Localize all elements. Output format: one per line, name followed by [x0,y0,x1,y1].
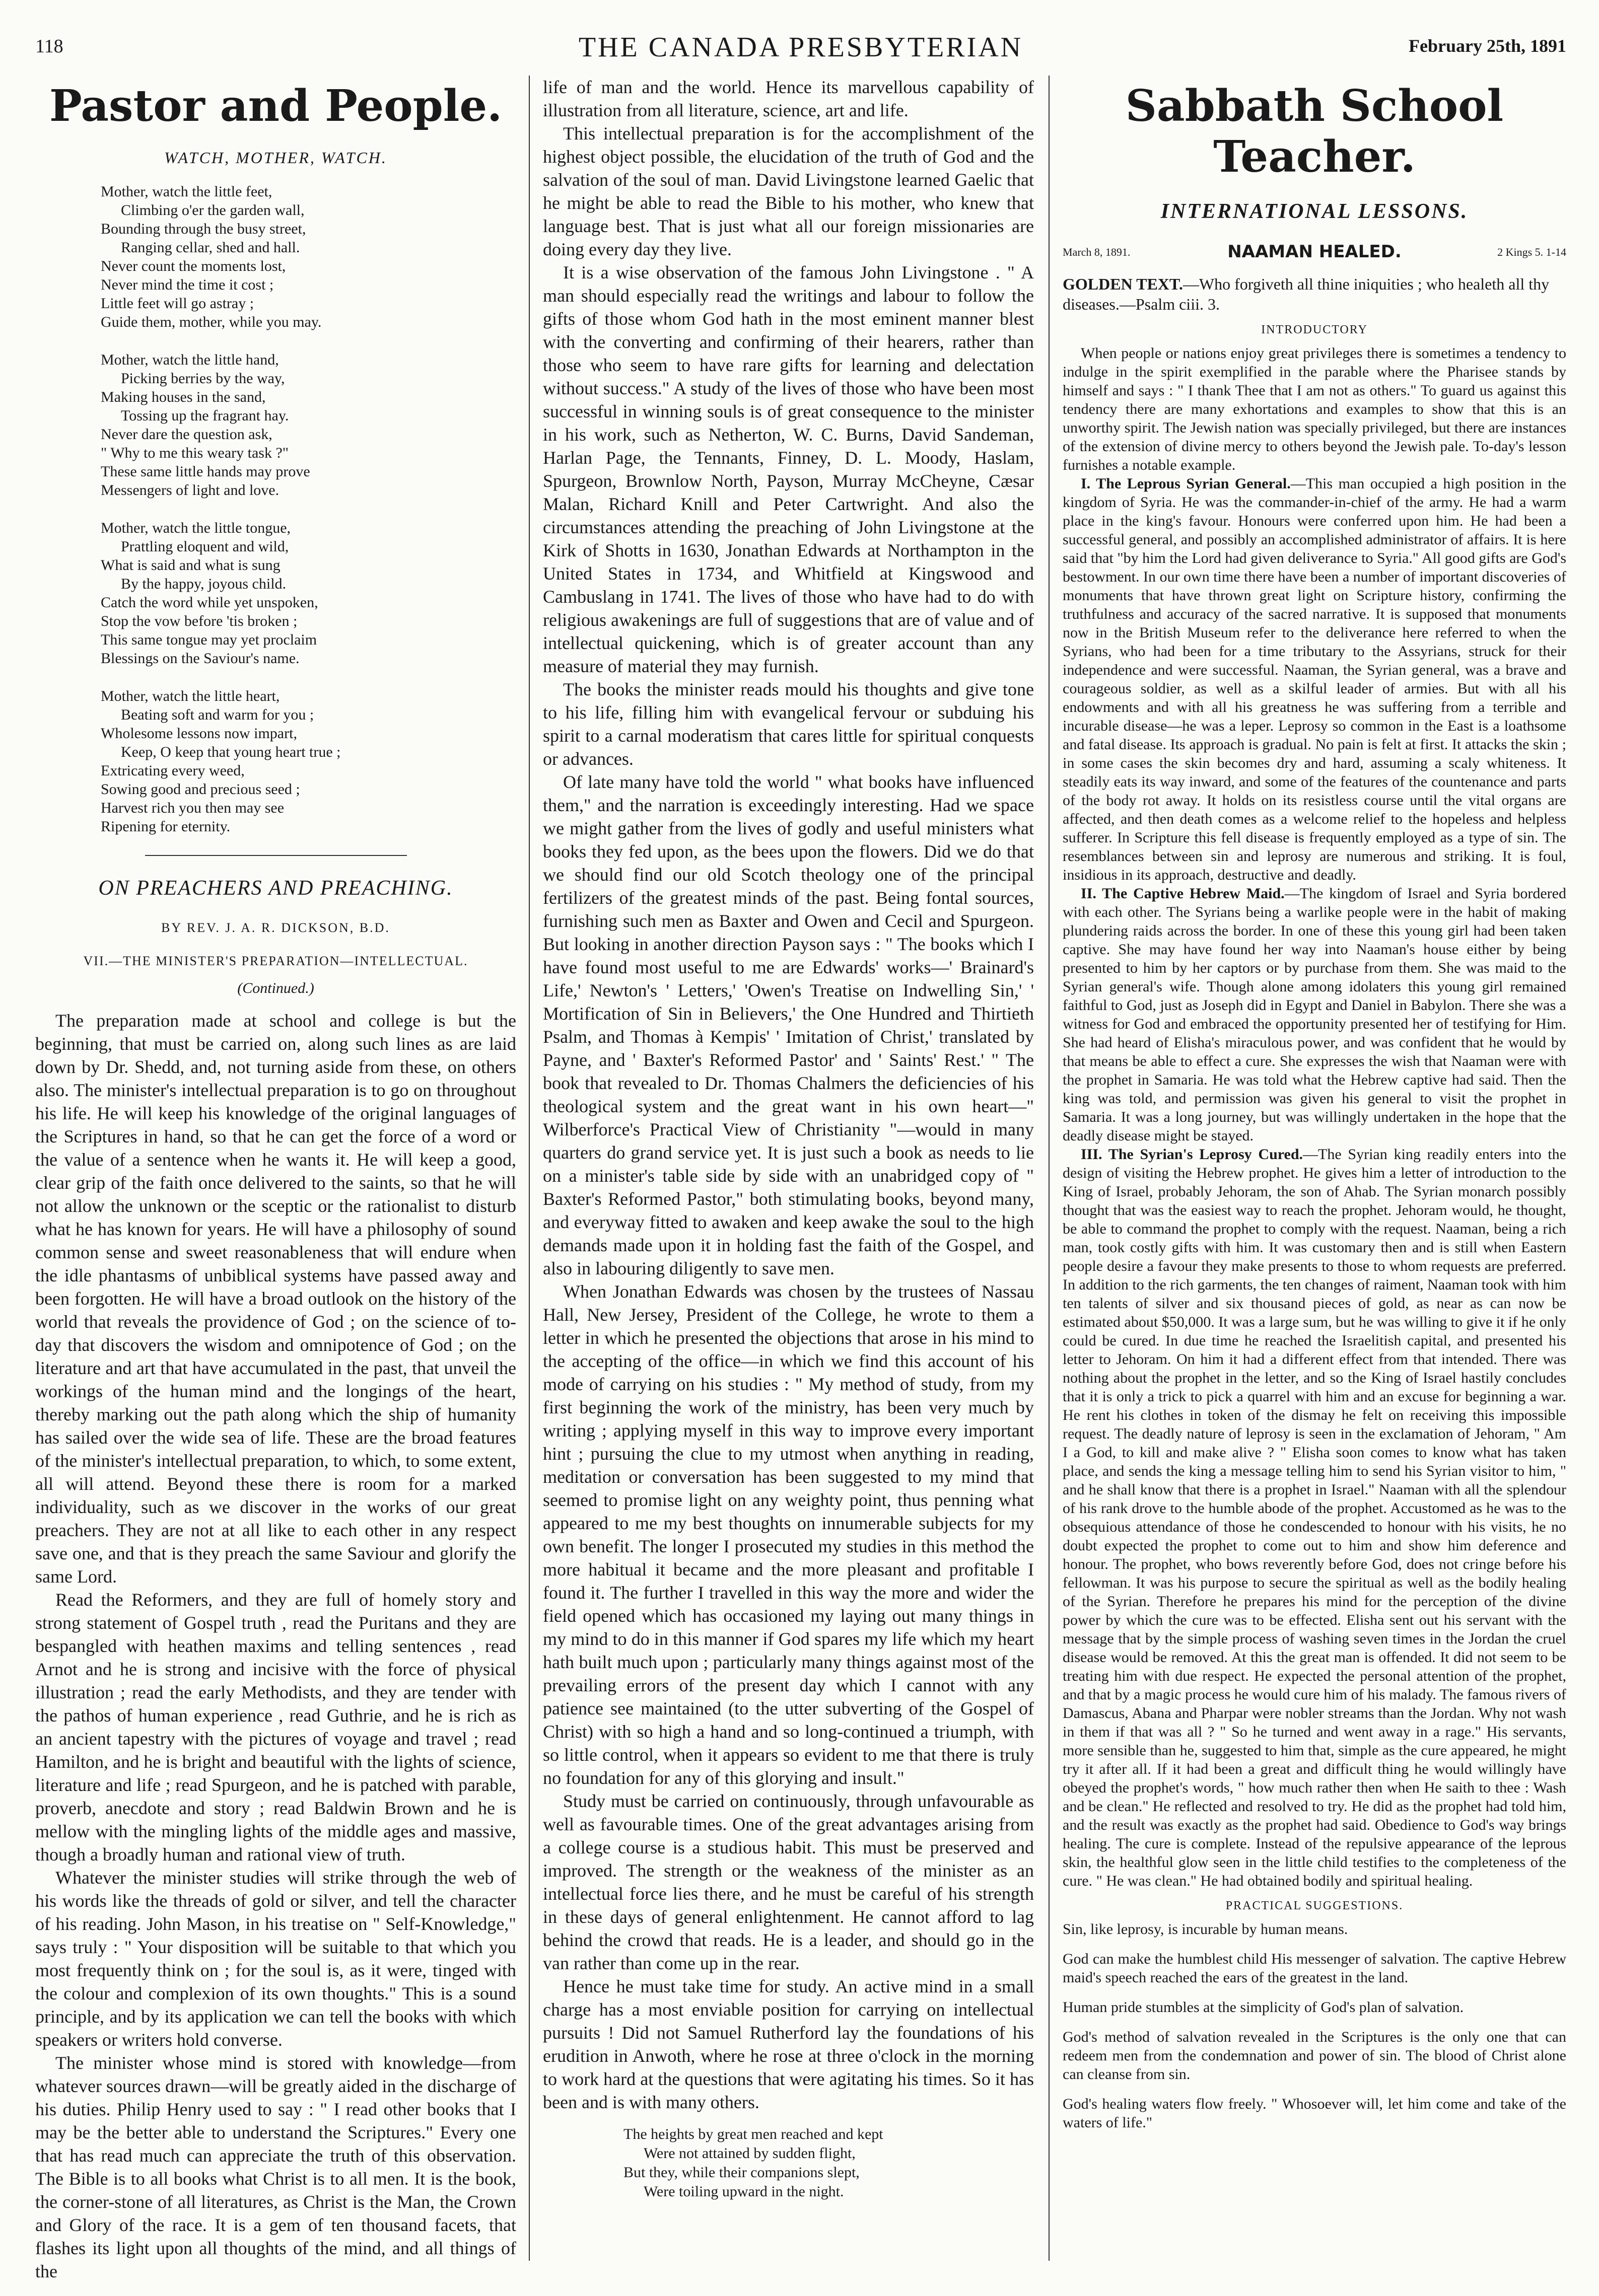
suggestions-heading: PRACTICAL SUGGESTIONS. [1225,1899,1404,1912]
poem-line: Picking berries by the way, [121,370,285,387]
poem-line: Blessings on the Saviour's name. [101,650,300,667]
verse-line: The heights by great men reached and kept [623,2126,883,2142]
article-title: ON PREACHERS AND PREACHING. [98,877,453,900]
poem-line: By the happy, joyous child. [121,576,287,592]
poem-line: Ranging cellar, shed and hall. [121,239,300,256]
column-rule [1049,76,1050,2261]
chapter-heading: VII.—THE MINISTER'S PREPARATION—INTELLECTUAL. [83,954,468,968]
poem-line: Messengers of light and love. [101,482,280,498]
poem-line: Stop the vow before 'tis broken ; [101,613,298,629]
poem-line: Mother, watch the little feet, [101,183,272,200]
lesson-section [1063,884,1566,1145]
poem-stanza [101,519,516,668]
poem-line: Ripening for eternity. [101,818,231,835]
poem-line: Guide them, mother, while you may. [101,314,322,330]
paragraph: This intellectual preparation is for the accomplishment of the highest object possible, the elucidation of the truth of God and the salvation of the soul of man. David Livingstone learned Gaelic that he might be able to read the Bible to his mother, who knew that language best. That is just what all our foreign missionaries are doing every day they live. [543,123,1034,259]
lesson-section-text: —The kingdom of Israel and Syria bordered with each other. The Syrians being a warlike people were in the habit of making plundering raids across the border. In one of these this young girl had been taken captive. She may have found her way into Naaman's house either by being presented to him by her captors or by purchase from them. She was maid to the Syrian general's wife. Though alone among idolaters this young girl remained faithful to God, just as Joseph did in Egypt and Daniel in Babylon. There she was a witness for God and embraced the opportunity presented her of testifying for Him. She had heard of Elisha's miraculous power, and was confident that he would by that means be able to effect a cure. She expresses the wish that Naaman were with the prophet in Samaria. He was told what the Hebrew captive had said. Then the king was told, and permission was given his general to visit the prophet in Samaria. It was a long journey, but was willingly undertaken in the hope that the deadly disease might be stayed. [1063,885,1566,1144]
continued-label: (Continued.) [237,980,314,996]
poem-line: Prattling eloquent and wild, [121,538,289,555]
paragraph: Of late many have told the world " what books have influenced them," and the narration is exceedingly interesting. Had we space we might gather from the lives of godly and useful ministers what books they fed upon, as the bees upon the flowers. Did we do that we should find our old Scotch theology one of the principal fertilizers of the greatest minds of the past. Being fontal sources, furnishing such men as Baxter and Owen and Cecil and Spurgeon. But looking in another direction Payson says : " The books which I have found most useful to me are Edwards' works—' Brainard's Life,' Newton's ' Letters,' 'Owen's Treatise on Indwelling Sin,' ' Mortification of Sin in Believers,' the One Hundred and Thirtieth Psalm, and Thomas à Kempis' ' Imitation of Christ,' translated by Payne, and ' Baxter's Reformed Pastor' and ' Saints' Rest.' " The book that revealed to Dr. Thomas Chalmers the deficiencies of his theological system and the great want in his own heart—" Wilberforce's Practical View of Christianity "—would in many quarters do grand service yet. It is just such a book as needs to lie on a minister's table side by side with an unabridged copy of " Baxter's Reformed Pastor," both stimulating books, beyond many, and everyway fitted to awaken and keep awake the soul to the high demands made upon it in holding fast the faith of the Gospel, and also in labouring diligently to save men. [543,772,1034,1278]
introductory-heading: INTRODUCTORY [1261,323,1368,336]
lesson-section [1063,474,1566,884]
lesson-section [1063,1145,1566,1890]
poem-line: Keep, O keep that young heart true ; [121,744,341,760]
lesson-section-heading: II. The Captive Hebrew Maid. [1081,885,1285,902]
poem-line: Making houses in the sand, [101,389,266,405]
page-number: 118 [35,36,63,57]
poem-stanza [101,182,516,331]
suggestion: God's method of salvation revealed in the Scriptures is the only one that can redeem men from the condemnation and power of sin. The blood of Christ alone can cleanse from sin. [1063,2029,1566,2083]
paragraph: The preparation made at school and college is but the beginning, that must be carried on, along such lines as are laid down by Dr. Shedd, and, not turning aside from these, on others also. The minister's intellectual preparation is to go on throughout his life. He will keep his knowledge of the original languages of the Scriptures in hand, so that he can get the force of a word or the value of a sentence when he wants it. He will keep a good, clear grip of the faith once delivered to the saints, so that he will not allow the unknown or the sceptic or the rationalist to disturb what he has known for years. He will have a philosophy of sound common sense and sweet reasonableness that will endure when the idle phantasms of unbiblical systems have passed away and been forgotten. He will have a broad outlook on the history of the world that reveals the providence of God ; on the science of to-day that discovers the wisdom and omnipotence of God ; on the literature and art that have accumulated in the past, that unveil the workings of the human mind and the longings of the heart, thereby marking out the path along which the ship of humanity has sailed over the wide sea of life. These are the broad features of the minister's intellectual preparation, to which, to some extent, all will attend. Beyond these there is room for a marked individuality, such as we discover in the works of our great preachers. They are not at all like to each other in any respect save one, and that is they preach the same Saviour and glorify the same Lord. [35,1011,516,1587]
poem-line: Climbing o'er the garden wall, [121,202,305,219]
poem-line: Beating soft and warm for you ; [121,706,314,723]
poem-line: Little feet will go astray ; [101,295,254,312]
divider [145,855,407,856]
golden-text-label: GOLDEN TEXT. [1063,275,1183,293]
paragraph: life of man and the world. Hence its marvellous capability of illustration from all literature, science, art and life. [543,77,1034,120]
publication-title: THE CANADA PRESBYTERIAN [578,32,1023,63]
lesson-section-heading: I. The Leprous Syrian General. [1081,475,1291,492]
introductory-paragraph: When people or nations enjoy great privileges there is sometimes a tendency to indulge in the spirit exemplified in the parable where the Pharisee stands by himself and says : " I thank Thee that I am not as others." To guard us against this tendency there are many exhortations and examples to show that this is an unworthy spirit. The Jewish nation was specially privileged, but there are instances of the extension of divine mercy to others beyond the Jewish pale. To-day's lesson furnishes a notable example. [1063,345,1566,473]
paragraph: Read the Reformers, and they are full of homely story and strong statement of Gospel truth , read the Puritans and they are bespangled with heathen maxims and telling sentences , read Arnot and he is strong and incisive with the force of physical illustration ; read the early Methodists, and they are tender with the pathos of human experience , read Guthrie, and he is rich as an ancient tapestry with the pictures of voyage and travel ; read Hamilton, and he is bright and beautiful with the lights of science, literature and life ; read Spurgeon, and he is patched with parable, proverb, anecdote and story ; read Baldwin Brown and he is mellow with the mingling lights of the middle ages and massive, though a broadly human and rational view of truth. [35,1590,516,1864]
article-body-continued [543,76,1034,2114]
right-column [1063,76,1566,2261]
poem-line: " Why to me this weary task ?" [101,445,289,461]
poem-line: Wholesome lessons now impart, [101,725,297,742]
poem-title: WATCH, MOTHER, WATCH. [164,149,387,167]
poem-line: Harvest rich you then may see [101,800,285,816]
poem-line: Bounding through the busy street, [101,221,306,237]
paragraph: When Jonathan Edwards was chosen by the trustees of Nassau Hall, New Jersey, President of the College, he wrote to them a letter in which he presented the objections that arose in his mind to the accepting of the office—in which we find this account of his mode of carrying on his studies : " My method of study, from my first beginning the work of the ministry, has been very much by writing ; applying myself in this way to improve every important hint ; pursuing the clue to my utmost when anything in reading, meditation or conversation has been suggested to my mind that seemed to promise light on any weighty point, thus penning what appeared to me my best thoughts on innumerable subjects for my own benefit. The longer I prosecuted my studies in this method the more habitual it became and the more pleasant and profitable I found it. The further I travelled in this way the more and wider the field opened which has occasioned my laying out many things in my mind to do in this manner if God spares my life which my heart hath built much upon ; particularly many things against most of the prevailing errors of the present day which I cannot with any patience see maintained (to the utter subverting of the Gospel of Christ) with so high a hand and so long-continued a triumph, with so little control, when it appears so evident to me that there is truly no foundation for any of this glorying and insult." [543,1281,1034,1788]
middle-column [543,76,1034,2261]
lesson-header [1063,242,1566,267]
page-header [35,32,1566,70]
poem-line: Sowing good and precious seed ; [101,781,300,798]
lesson-section-text: —This man occupied a high position in the kingdom of Syria. He was the commander-in-chief of the army. He had a warm place in the king's favour. Honours were conferred upon him. He had been a successful general, and possibly an accomplished administrator of affairs. It is here said that "by him the Lord had given deliverance to Syria." All good gifts are God's bestowment. In our own time there have been a number of important discoveries of monuments that have thrown great light on Scripture history, confirming the truthfulness and accuracy of the sacred narrative. It is supposed that monuments now in the British Museum refer to the deliverance here referred to when the Syrians, who had been for a time tributary to the Assyrians, struck for their independence and were successful. Naaman, the Syrian general, was a brave and courageous soldier, as well as a skilful leader of armies. But with all his endowments and with all his greatness he was suffering from a terrible and incurable disease—he was a leper. Leprosy so common in the East is a loathsome and fatal disease. Its approach is gradual. No pain is felt at first. It attacks the skin ; in some cases the skin becomes dry and hard, assuming a scaly whiteness. It steadily eats its way inward, and some of the features of the countenance and parts of the body rot away. It holds on its resistless course until the vital organs are affected, and then death comes as a welcome relief to the hopeless and helpless sufferer. In Scripture this fell disease is frequently employed as a type of sin. The resemblances between sin and leprosy are numerous and striking. It is foul, insidious in its approach, destructive and deadly. [1063,475,1566,883]
paragraph: The minister whose mind is stored with knowledge—from whatever sources drawn—will be greatly aided in the discharge of his duties. Philip Henry used to say : " I read other books that I may be the better able to understand the Scriptures." Every one that has read much can appreciate the truth of this observation. The Bible is to all books what Christ is to all men. It is the book, the corner-stone of all literatures, as Christ is the Man, the Crown and Glory of the race. It is a gem of ten thousand facets, that flashes its light upon all thoughts of the mind, and all things of the [35,2053,516,2281]
suggestion: God's healing waters flow freely. " Whosoever will, let him come and take of the waters of life." [1063,2096,1566,2131]
poem-line: Extricating every weed, [101,762,245,779]
byline: BY REV. J. A. R. DICKSON, B.D. [161,920,390,935]
paragraph: The books the minister reads mould his thoughts and give tone to his life, filling him with evangelical fervour or subduing his spirit to a carnal moderatism that cares little for spiritual conquests or advances. [543,679,1034,769]
lesson-reference: 2 Kings 5. 1-14 [1497,246,1566,258]
poem-line: Tossing up the fragrant hay. [121,407,289,424]
poem-line: Catch the word while yet unspoken, [101,594,318,611]
poem-line: Mother, watch the little heart, [101,688,280,704]
poem-line: Never count the moments lost, [101,258,286,274]
poem-line: Mother, watch the little tongue, [101,520,291,536]
article-body [35,1009,516,2283]
verse-line: Were not attained by sudden flight, [644,2145,856,2162]
poem-line: This same tongue may yet proclaim [101,631,317,648]
poem-line: Never mind the time it cost ; [101,276,274,293]
lesson-section-text: —The Syrian king readily enters into the design of visiting the Hebrew prophet. He gives him a letter of introduction to the King of Israel, probably Jehoram, the son of Ahab. The Syrian monarch possibly thought that was the easiest way to reach the prophet. Jehoram would, he thought, be able to command the prophet to comply with the request. Naaman, being a rich man, took costly gifts with him. It was customary then and is still when Eastern people desire a favour they make presents to those to whom requests are preferred. In addition to the rich garments, the ten changes of raiment, Naaman took with him ten talents of silver and six thousand pieces of gold, as near as can now be estimated about $50,000. It was a large sum, but he was willing to give it if he only could be cured. In due time he reached the Israelitish capital, and presented his letter to Jehoram. On him it had a different effect from that intended. There was nothing about the prophet in the letter, and so the King of Israel hastily concludes that it is only a trick to pick a quarrel with him and an excuse for beginning a war. He rent his clothes in token of the dismay he felt on receiving this impossible request. The deadly nature of leprosy is seen in the exclamation of Jehoram, " Am I a God, to kill and make alive ? " Elisha soon comes to know what has taken place, and sends the king a message telling him to send his Syrian visitor to him, " and he shall know that there is a prophet in Israel." Naaman with all the splendour of his rank drove to the humble abode of the prophet. Accustomed as he was to the obsequious attendance of those he condescended to honour with his visits, he no doubt expected the prophet to come out to him and show him deference and honour. The prophet, who bows reverently before God, does not cringe before his fellowman. It was his purpose to secure the spiritual as well as the bodily healing of the Syrian. Therefore he prepares his mind for the perception of the divine power by which the cure was to be effected. Elisha sent out his servant with the message that by the simple process of washing seven times in the Jordan the cruel disease would be removed. At this the great man is offended. It did not seem to be treating him with due respect. He expected the personal attention of the prophet, and that by a magic process he would cure him of his malady. The famous rivers of Damascus, Abana and Pharpar were nobler streams than the Jordan. Why not wash in them if that was all ? " So he turned and went away in a rage." His servants, more sensible than he, suggested to him that, simple as the cure appeared, he might try it after all. If it had been a great and difficult thing he would willingly have obeyed the prophet's words, " how much rather then when He saith to thee : Wash and be clean." He reflected and resolved to try. He did as the prophet had told him, and the result was exactly as the prophet had said. Obedience to God's way brings healing. The cure is complete. Instead of the repulsive appearance of the leprous skin, the healthful glow seen in the little child testifies to the completeness of the cure. " He was clean." He had obtained bodily and spiritual healing. [1063,1146,1566,1889]
poem-line: Mother, watch the little hand, [101,351,279,368]
poem-line: Never dare the question ask, [101,426,272,443]
section-subtitle: INTERNATIONAL LESSONS. [1160,200,1469,223]
poem-line: These same little hands may prove [101,463,310,480]
section-title-pastor-and-people: Pastor and People. [49,81,503,131]
suggestion: God can make the humblest child His messenger of salvation. The captive Hebrew maid's speech reached the ears of the greatest in the land. [1063,1951,1566,1986]
issue-date: February 25th, 1891 [1409,36,1566,56]
column-rule [529,76,530,2261]
paragraph: Hence he must take time for study. An active mind in a small charge has a most enviable position for carrying on intellectual pursuits ! Did not Samuel Rutherford lay the foundations of his erudition in Anwoth, where he rose at three o'clock in the morning to work hard at the questions that were agitating his times. So it has been and is with many others. [543,1976,1034,2112]
left-column [35,76,516,2281]
paragraph: Whatever the minister studies will strike through the web of his words like the threads of gold or silver, and tell the character of his reading. John Mason, in his treatise on " Self-Knowledge," says truly : " Your disposition will be suitable to that which you most frequently think on ; for the soul is, as it were, tinged with the colour and complexion of its own thoughts." This is a sound principle, and by its application we can tell the books with which speakers or writers hold converse. [35,1868,516,2050]
paragraph: Study must be carried on continuously, through unfavourable as well as favourable times. One of the great advantages arising from a college course is a studious habit. This must be preserved and improved. The strength or the weakness of the minister as an intellectual force lies there, and he must be careful of his strength in these days of general enlightenment. He cannot afford to lag behind the crowd that reads. He is a leader, and should go in the van rather than come up in the rear. [543,1791,1034,1973]
paragraph: It is a wise observation of the famous John Livingstone . " A man should especially read the writings and labour to follow the gifts of those whom God hath in the most eminent manner blest with the converting and confirming of their hearers, rather than those who seem to have rare gifts for learning and delectation without success." A study of the lives of those who have been most successful in winning souls is of great consequence to the minister in his work, such as Netherton, W. C. Burns, David Sandeman, Harlan Page, the Tennants, Finney, D. L. Moody, Haslam, Spurgeon, Brownlow North, Payson, Murray McCheyne, Cæsar Malan, Richard Knill and Peter Cartwright. And also the circumstances attending the preaching of John Livingstone at the Kirk of Shotts in 1630, Jonathan Edwards at Northampton in the United States in 1734, and Whitfield at Kingswood and Cambuslang in 1741. The lives of those who have had to do with religious awakenings are full of suggestions that are of value and of intellectual quickening, which is of greater account than any measure of material they may furnish. [543,262,1034,676]
lesson-date: March 8, 1891. [1063,246,1131,258]
poem-stanza [101,687,516,836]
poem-line: What is said and what is sung [101,557,281,573]
suggestion: Sin, like leprosy, is incurable by human means. [1063,1921,1348,1938]
suggestion: Human pride stumbles at the simplicity of God's plan of salvation. [1063,1999,1464,2016]
poem-stanza [101,350,516,499]
closing-verse [623,2125,1034,2201]
verse-line: Were toiling upward in the night. [644,2183,844,2200]
section-title-sabbath-school-teacher: Sabbath School Teacher. [1125,81,1504,182]
poem [101,182,516,836]
verse-line: But they, while their companions slept, [623,2164,860,2181]
lesson-title: NAAMAN HEALED. [1227,242,1402,262]
golden-text-body: —Who forgiveth all thine iniquities ; who healeth all thy diseases.—Psalm ciii. 3. [1063,275,1550,313]
lesson-section-heading: III. The Syrian's Leprosy Cured. [1081,1146,1303,1163]
golden-text [1063,274,1566,314]
suggestions-list [1063,1920,1566,2132]
lesson-body [1063,344,1566,1890]
